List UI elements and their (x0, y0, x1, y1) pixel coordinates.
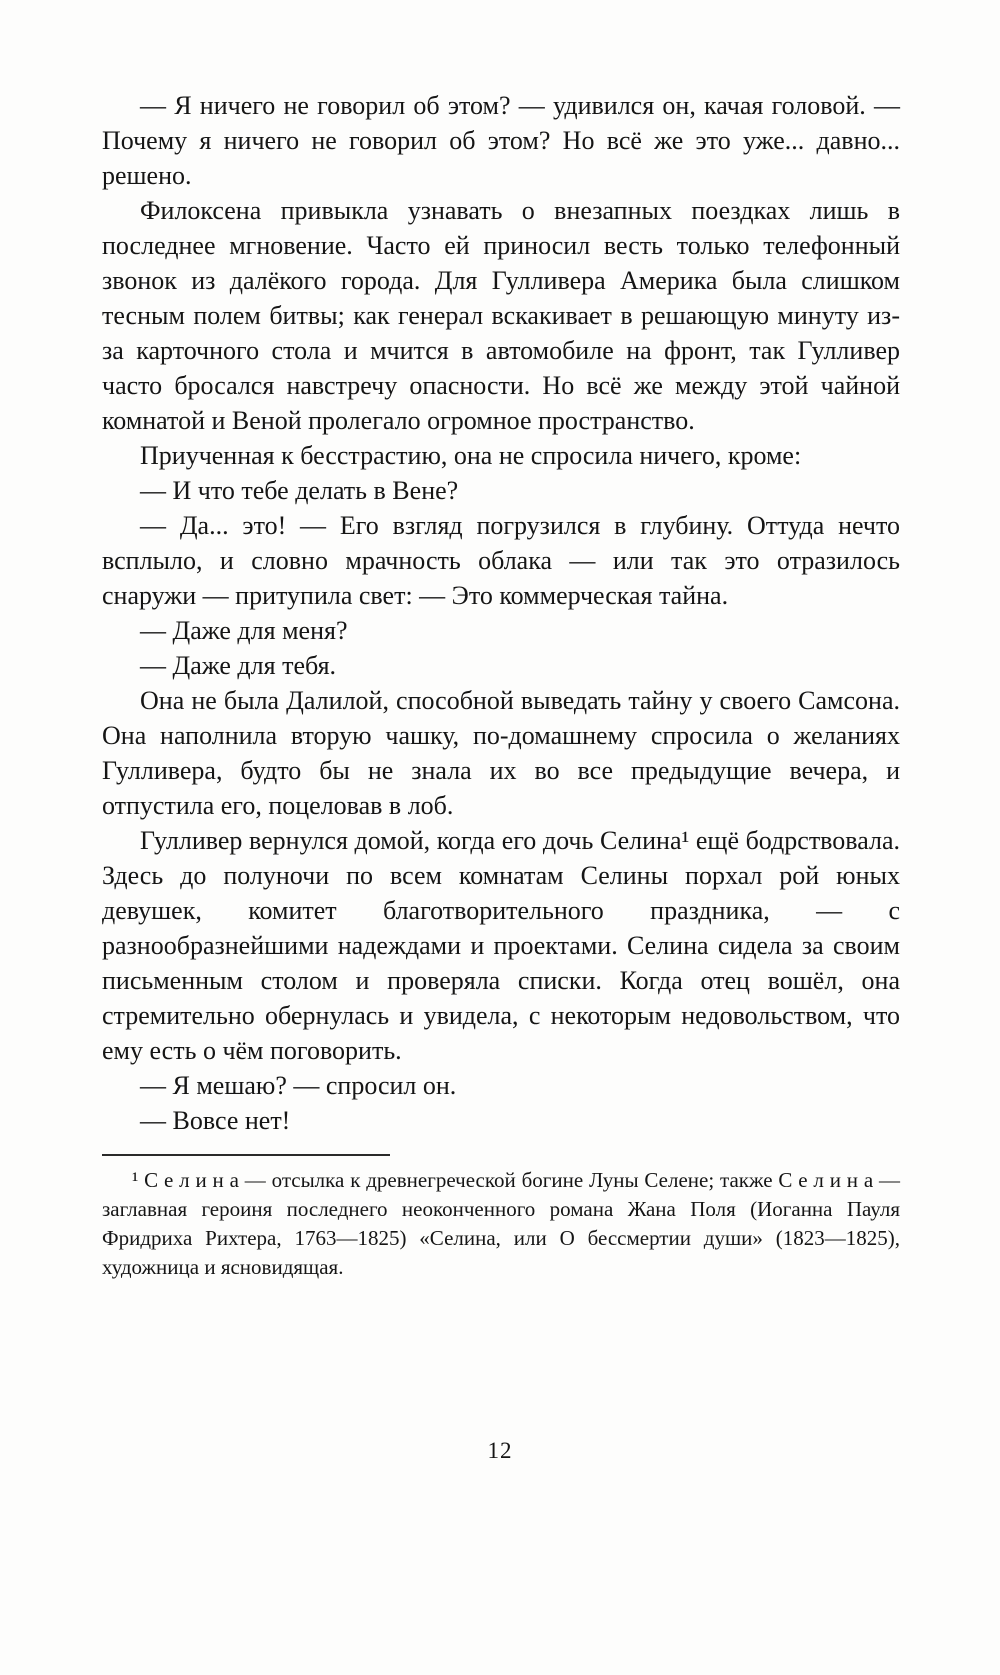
paragraph: Филоксена привыкла узнавать о внезапных поездках лишь в последнее мгновение. Часто ей приносил весть только телефонный звонок из далёкого города. Для Гулливера Америка была слишком тесным полем битвы; как генерал вскакивает в решающую минуту из-за карточного стола и мчится в автомобиле на фронт, так Гулливер часто бросался навстречу опасности. Но всё же между этой чайной комнатой и Веной пролегало огромное пространство. (102, 196, 900, 435)
paragraph-dialog: — Да... это! — Его взгляд погрузился в глубину. Оттуда нечто всплыло, и словно мрачность облака — или так это отразилось снаружи — притупила свет: — Это коммерческая тайна. (102, 511, 900, 610)
paragraph: Она не была Далилой, способной выведать тайну у своего Самсона. Она наполнила вторую чашку, по-домашнему спросила о желаниях Гулливера, будто бы не знала их во все предыдущие вечера, и отпустила его, поцеловав в лоб. (102, 686, 900, 820)
footnote-text: ¹ С е л и н а — отсылка к древнегреческой богине Луны Селене; также С е л и н а — заглавная героиня последнего неоконченного романа Жана Поля (Иоганна Пауля Фридриха Рихтера, 1763—1825) «Селина, или О бессмертии души» (1823—1825), художница и ясновидящая. (102, 1168, 900, 1279)
page-number: 12 (487, 1438, 513, 1463)
paragraph: Гулливер вернулся домой, когда его дочь Селина¹ ещё бодрствовала. Здесь до полуночи по всем комнатам Селины порхал рой юных девушек, комитет благотворительного праздника, — с разнообразнейшими надеждами и проектами. Селина сидела за своим письменным столом и проверяла списки. Когда отец вошёл, она стремительно обернулась и увидела, с некоторым недовольством, что ему есть о чём поговорить. (102, 826, 900, 1065)
paragraph-dialog: — Я мешаю? — спросил он. (140, 1071, 457, 1100)
footnote-divider (102, 1154, 390, 1156)
paragraph: Приученная к бесстрастию, она не спросила ничего, кроме: (140, 441, 802, 470)
paragraph-dialog: — И что тебе делать в Вене? (140, 476, 459, 505)
paragraph-dialog: — Даже для меня? (140, 616, 348, 645)
paragraph-dialog: — Я ничего не говорил об этом? — удивился он, качая головой. — Почему я ничего не говорил об этом? Но всё же это уже... давно... решено. (102, 91, 900, 190)
footnote-section (0, 1154, 1000, 1282)
paragraph-dialog: — Вовсе нет! (140, 1106, 291, 1135)
paragraph-dialog: — Даже для тебя. (140, 651, 337, 680)
